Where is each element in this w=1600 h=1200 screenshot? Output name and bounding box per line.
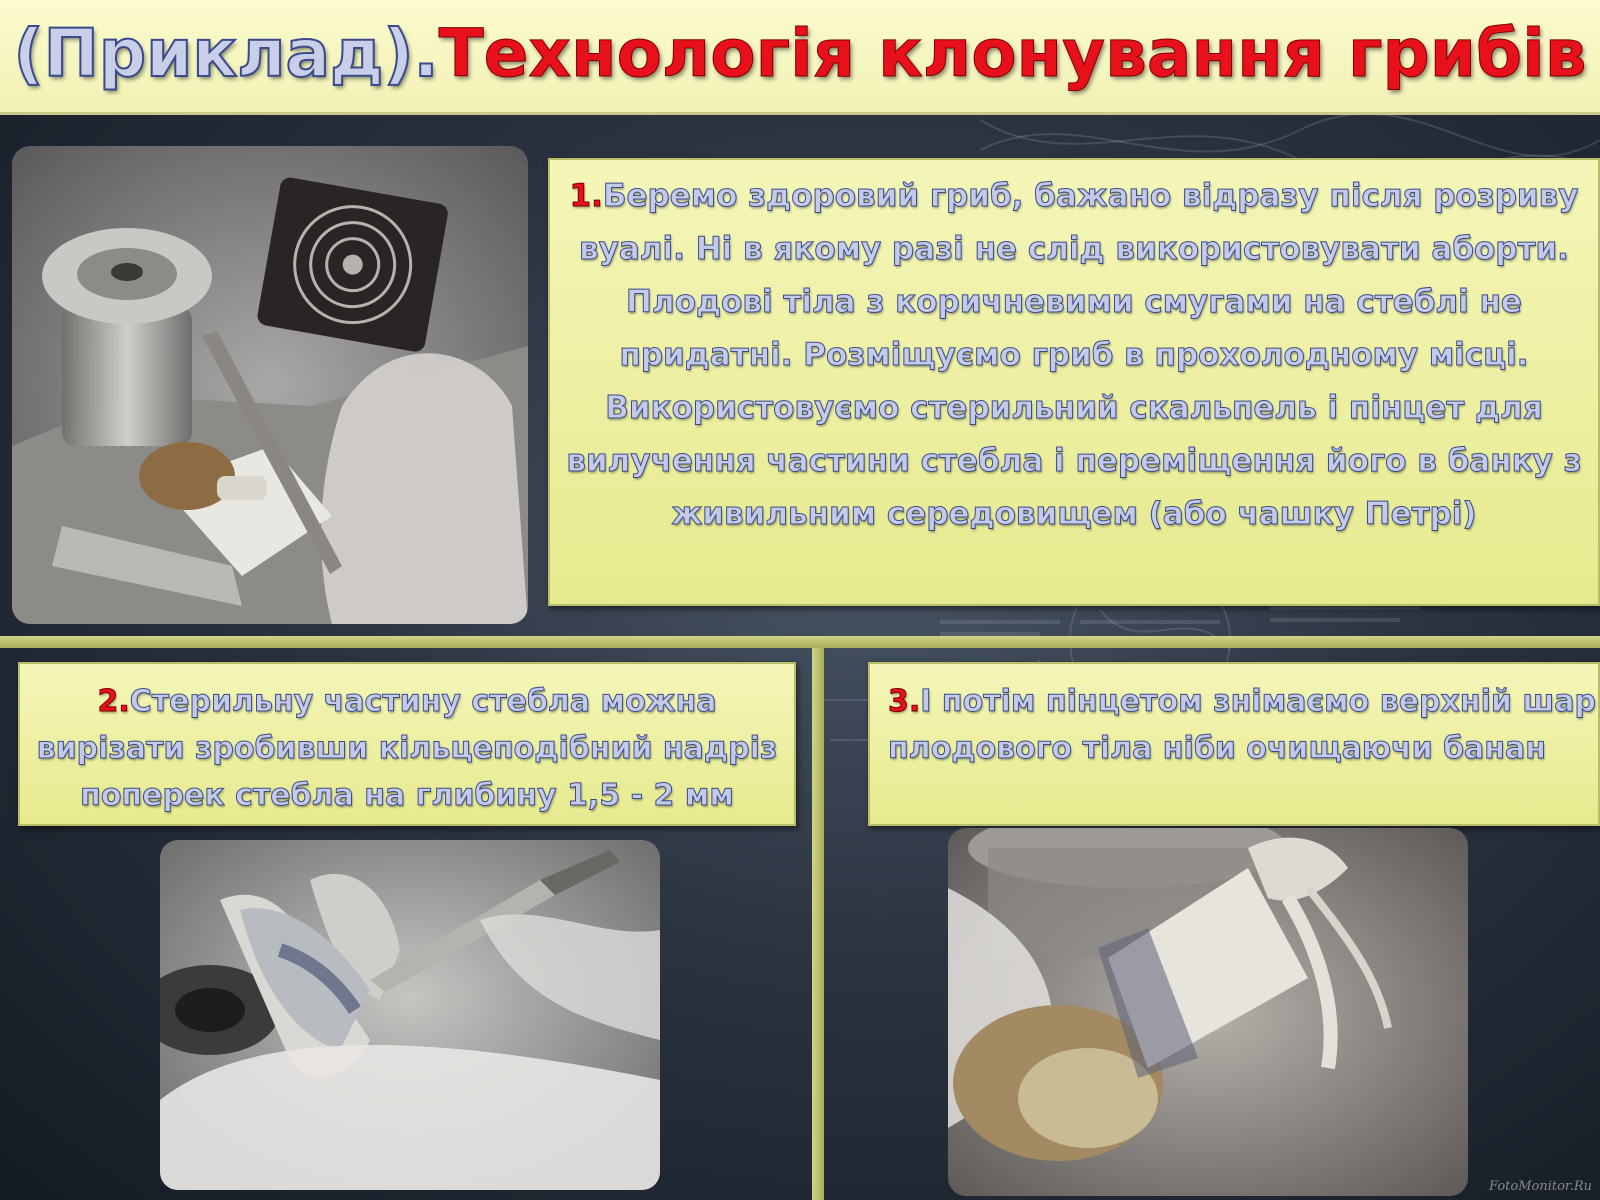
photo-peeling-stem (948, 828, 1468, 1196)
page-title (0, 14, 1600, 94)
step-1-text: Беремо здоровий гриб, бажано відразу після розриву вуалі. Ні в якому разі не слід використовувати аборти. Плодові тіла з коричневими смугами на стеблі не придатні. Розміщуємо гриб в прохолодному місці. Використовуємо стерильний скальпель і пінцет для вилучення частини стебла і переміщення його в банку з живильним середовищем (або чашку Петрі) (566, 178, 1582, 532)
title-prefix: (Приклад). (13, 15, 439, 92)
step-2-box (18, 662, 796, 826)
vertical-divider (812, 648, 824, 1200)
step-2-text: Стерильну частину стебла можна вирізати зробивши кільцеподібний надріз поперек стебла на глибину 1,5 - 2 мм (36, 684, 778, 813)
step-3-text: І потім пінцетом знімаємо верхній шар плодового тіла ніби очищаючи банан (888, 684, 1596, 766)
step-3-box (868, 662, 1600, 826)
horizontal-divider (0, 636, 1600, 648)
photo-equipment (12, 146, 528, 624)
step-1-number: 1. (569, 178, 603, 214)
step-2-number: 2. (97, 684, 130, 719)
step-3-number: 3. (888, 684, 921, 719)
title-bar (0, 0, 1600, 115)
step-1-box (548, 158, 1600, 606)
title-main: Технологія клонування грибів (438, 15, 1587, 92)
watermark: FotoMonitor.Ru (1489, 1179, 1592, 1194)
photo-cutting-stem (160, 840, 660, 1190)
